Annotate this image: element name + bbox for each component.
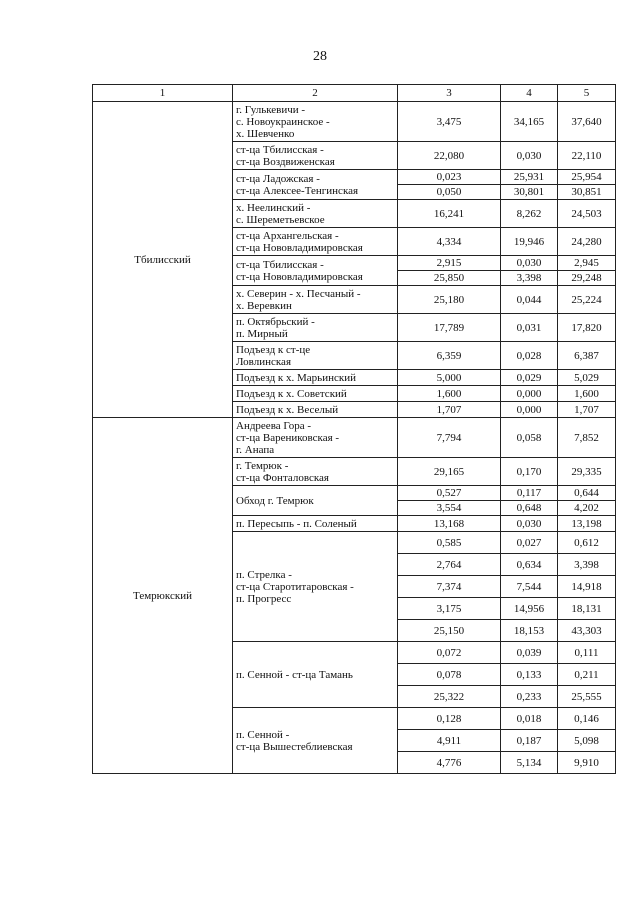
value-col-3: 0,128	[398, 708, 501, 730]
value-col-4: 0,000	[501, 386, 558, 402]
route-name-cell	[233, 200, 398, 228]
value-col-5: 9,910	[558, 752, 616, 774]
value-col-5: 14,918	[558, 576, 616, 598]
route-name-cell	[233, 418, 398, 458]
value-col-4: 30,801	[501, 185, 558, 200]
value-col-3: 25,150	[398, 620, 501, 642]
value-col-3: 29,165	[398, 458, 501, 486]
road-table	[92, 84, 616, 774]
route-name-cell	[233, 342, 398, 370]
route-name-line: п. Сенной - ст-ца Тамань	[236, 668, 353, 681]
value-col-3: 2,915	[398, 256, 501, 271]
route-name-line: Андреева Гора -	[236, 419, 312, 432]
value-col-5: 25,555	[558, 686, 616, 708]
district-cell: Темрюкский	[93, 418, 233, 774]
route-name-cell	[233, 516, 398, 532]
value-col-4: 3,398	[501, 271, 558, 286]
route-name-line: г. Анапа	[236, 443, 275, 456]
route-name-line: ст-ца Нововладимировская	[236, 270, 363, 283]
value-col-3: 25,322	[398, 686, 501, 708]
route-name-cell	[233, 142, 398, 170]
value-col-3: 0,072	[398, 642, 501, 664]
value-col-5: 6,387	[558, 342, 616, 370]
route-name-cell	[233, 458, 398, 486]
value-col-5: 17,820	[558, 314, 616, 342]
value-col-3: 0,050	[398, 185, 501, 200]
route-name-line: ст-ца Ладожская -	[236, 172, 320, 185]
value-col-4: 0,648	[501, 501, 558, 516]
value-col-5: 25,954	[558, 170, 616, 185]
route-name-cell	[233, 256, 398, 286]
value-col-4: 0,031	[501, 314, 558, 342]
value-col-5: 2,945	[558, 256, 616, 271]
route-name-line: Ловлинская	[236, 355, 291, 368]
route-name-line: п. Пересыпь - п. Соленый	[236, 517, 357, 530]
value-col-5: 0,211	[558, 664, 616, 686]
header-col-4: 4	[501, 85, 558, 102]
value-col-3: 17,789	[398, 314, 501, 342]
route-name-line: с. Шереметьевское	[236, 213, 325, 226]
value-col-4: 0,133	[501, 664, 558, 686]
value-col-4: 0,000	[501, 402, 558, 418]
route-name-line: х. Шевченко	[236, 127, 295, 140]
header-col-5: 5	[558, 85, 616, 102]
route-name-line: г. Темрюк -	[236, 459, 289, 472]
value-col-3: 3,475	[398, 102, 501, 142]
route-name-line: п. Сенной -	[236, 728, 290, 741]
value-col-3: 0,078	[398, 664, 501, 686]
value-col-5: 1,600	[558, 386, 616, 402]
value-col-5: 5,029	[558, 370, 616, 386]
route-name-cell	[233, 402, 398, 418]
value-col-3: 3,175	[398, 598, 501, 620]
value-col-5: 4,202	[558, 501, 616, 516]
header-col-3: 3	[398, 85, 501, 102]
value-col-4: 34,165	[501, 102, 558, 142]
value-col-3: 4,776	[398, 752, 501, 774]
value-col-4: 25,931	[501, 170, 558, 185]
table-row	[93, 102, 616, 142]
value-col-4: 8,262	[501, 200, 558, 228]
route-name-cell	[233, 170, 398, 200]
route-name-line: ст-ца Алексее-Тенгинская	[236, 184, 359, 197]
route-name-line: ст-ца Варениковская -	[236, 431, 340, 444]
value-col-5: 25,224	[558, 286, 616, 314]
value-col-4: 0,233	[501, 686, 558, 708]
value-col-5: 30,851	[558, 185, 616, 200]
header-col-1: 1	[93, 85, 233, 102]
route-name-cell	[233, 370, 398, 386]
value-col-4: 7,544	[501, 576, 558, 598]
value-col-5: 43,303	[558, 620, 616, 642]
value-col-4: 0,058	[501, 418, 558, 458]
route-name-line: Подъезд к х. Веселый	[236, 403, 339, 416]
value-col-4: 0,030	[501, 516, 558, 532]
value-col-3: 0,023	[398, 170, 501, 185]
value-col-4: 0,170	[501, 458, 558, 486]
table-body	[93, 102, 616, 774]
route-name-cell	[233, 708, 398, 774]
route-name-line: Подъезд к х. Марьинский	[236, 371, 356, 384]
value-col-3: 25,180	[398, 286, 501, 314]
route-name-line: ст-ца Тбилисская -	[236, 143, 324, 156]
route-name-cell	[233, 532, 398, 642]
district-cell: Тбилисский	[93, 102, 233, 418]
value-col-5: 7,852	[558, 418, 616, 458]
value-col-4: 18,153	[501, 620, 558, 642]
value-col-4: 0,039	[501, 642, 558, 664]
route-name-line: х. Северин - х. Песчаный -	[236, 287, 361, 300]
value-col-5: 22,110	[558, 142, 616, 170]
route-name-cell	[233, 486, 398, 516]
route-name-cell	[233, 642, 398, 708]
value-col-4: 19,946	[501, 228, 558, 256]
route-name-line: х. Веревкин	[236, 299, 292, 312]
value-col-5: 1,707	[558, 402, 616, 418]
value-col-3: 1,600	[398, 386, 501, 402]
page-number: 28	[313, 49, 327, 64]
value-col-3: 5,000	[398, 370, 501, 386]
value-col-4: 0,030	[501, 142, 558, 170]
route-name-line: п. Мирный	[236, 327, 288, 340]
value-col-5: 18,131	[558, 598, 616, 620]
value-col-3: 16,241	[398, 200, 501, 228]
route-name-cell	[233, 286, 398, 314]
value-col-3: 0,585	[398, 532, 501, 554]
value-col-4: 0,117	[501, 486, 558, 501]
value-col-5: 29,335	[558, 458, 616, 486]
value-col-4: 0,634	[501, 554, 558, 576]
value-col-3: 4,334	[398, 228, 501, 256]
route-name-line: ст-ца Архангельская -	[236, 229, 339, 242]
route-name-line: Обход г. Темрюк	[236, 494, 314, 507]
value-col-4: 0,018	[501, 708, 558, 730]
value-col-5: 24,280	[558, 228, 616, 256]
route-name-cell	[233, 102, 398, 142]
value-col-4: 0,187	[501, 730, 558, 752]
value-col-4: 5,134	[501, 752, 558, 774]
route-name-cell	[233, 386, 398, 402]
value-col-5: 37,640	[558, 102, 616, 142]
route-name-line: ст-ца Вышестеблиевская	[236, 740, 353, 753]
value-col-3: 13,168	[398, 516, 501, 532]
value-col-4: 0,029	[501, 370, 558, 386]
header-row	[93, 85, 616, 102]
value-col-4: 0,044	[501, 286, 558, 314]
value-col-5: 13,198	[558, 516, 616, 532]
value-col-5: 29,248	[558, 271, 616, 286]
value-col-3: 1,707	[398, 402, 501, 418]
value-col-5: 3,398	[558, 554, 616, 576]
value-col-4: 14,956	[501, 598, 558, 620]
value-col-3: 6,359	[398, 342, 501, 370]
route-name-line: ст-ца Старотитаровская -	[236, 580, 354, 593]
value-col-5: 0,612	[558, 532, 616, 554]
route-name-cell	[233, 228, 398, 256]
route-name-cell	[233, 314, 398, 342]
header-col-2: 2	[233, 85, 398, 102]
route-name-line: г. Гулькевичи -	[236, 103, 306, 116]
value-col-3: 4,911	[398, 730, 501, 752]
route-name-line: ст-ца Нововладимировская	[236, 241, 363, 254]
value-col-4: 0,030	[501, 256, 558, 271]
value-col-5: 0,146	[558, 708, 616, 730]
route-name-line: п. Стрелка -	[236, 568, 292, 581]
route-name-line: п. Октябрьский -	[236, 315, 315, 328]
table-row	[93, 418, 616, 458]
value-col-3: 7,794	[398, 418, 501, 458]
route-name-line: с. Новоукраинское -	[236, 115, 330, 128]
value-col-3: 3,554	[398, 501, 501, 516]
value-col-3: 25,850	[398, 271, 501, 286]
route-name-line: ст-ца Тбилисская -	[236, 258, 324, 271]
route-name-line: Подъезд к х. Советский	[236, 387, 347, 400]
route-name-line: п. Прогресс	[236, 592, 292, 605]
value-col-4: 0,028	[501, 342, 558, 370]
value-col-3: 2,764	[398, 554, 501, 576]
value-col-3: 22,080	[398, 142, 501, 170]
value-col-5: 5,098	[558, 730, 616, 752]
route-name-line: ст-ца Воздвиженская	[236, 155, 335, 168]
value-col-5: 24,503	[558, 200, 616, 228]
route-name-line: х. Неелинский -	[236, 201, 311, 214]
value-col-3: 7,374	[398, 576, 501, 598]
value-col-5: 0,644	[558, 486, 616, 501]
route-name-line: ст-ца Фонталовская	[236, 471, 329, 484]
value-col-3: 0,527	[398, 486, 501, 501]
value-col-5: 0,111	[558, 642, 616, 664]
value-col-4: 0,027	[501, 532, 558, 554]
route-name-line: Подъезд к ст-це	[236, 343, 311, 356]
